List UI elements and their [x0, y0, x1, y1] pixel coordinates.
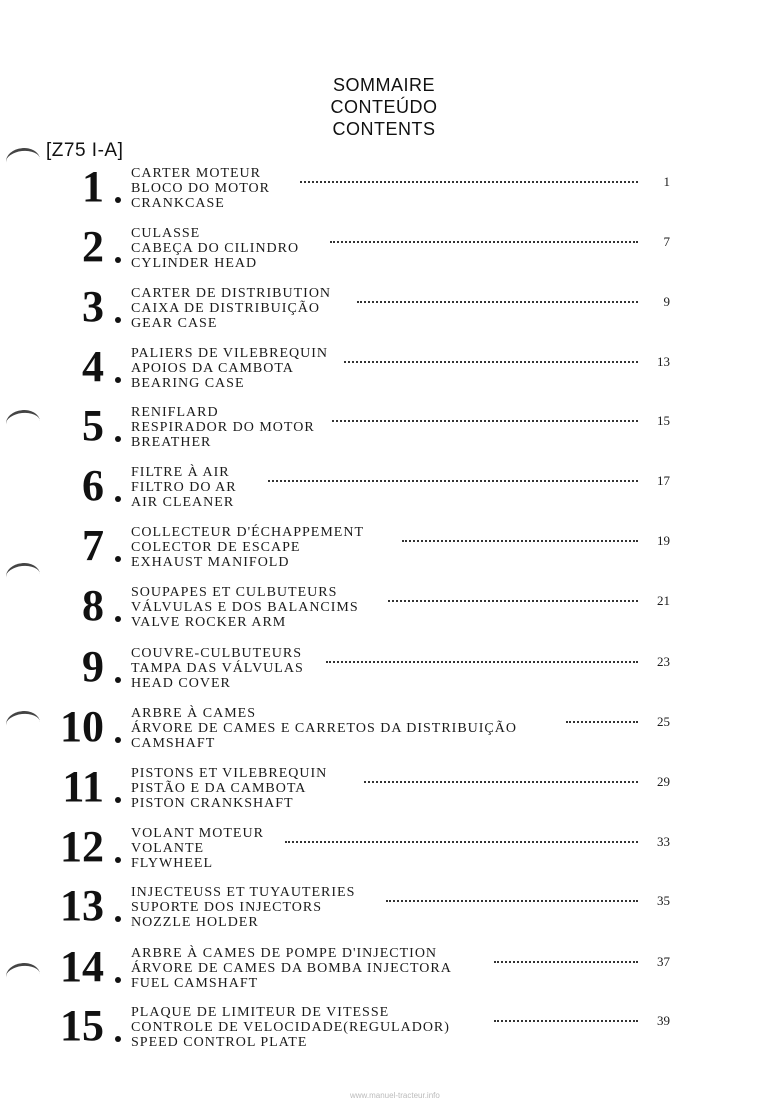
section-number: 7 — [82, 521, 104, 570]
title-french: RENIFLARD — [131, 405, 219, 420]
toc-entry — [0, 342, 780, 406]
section-number: 13 — [60, 881, 104, 930]
title-english: PISTON CRANKSHAFT — [131, 796, 294, 811]
page-number: 13 — [657, 354, 670, 369]
page-number: 37 — [657, 954, 670, 969]
toc-entry — [0, 162, 780, 226]
section-number: 1 — [82, 162, 104, 211]
section-number: 6 — [82, 461, 104, 510]
page-heading — [300, 74, 468, 140]
page-number: 9 — [663, 294, 670, 309]
section-number: 15 — [60, 1001, 104, 1050]
bullet-dot — [115, 1036, 121, 1042]
title-english: CYLINDER HEAD — [131, 256, 258, 271]
title-portuguese: FILTRO DO AR — [131, 480, 237, 495]
heading-portuguese: CONTEÚDO — [330, 97, 438, 117]
page-number: 1 — [663, 174, 670, 189]
section-number: 14 — [60, 942, 104, 991]
bullet-dot — [115, 317, 121, 323]
title-portuguese: PISTÃO E DA CAMBOTA — [131, 781, 307, 796]
title-english: SPEED CONTROL PLATE — [131, 1035, 308, 1050]
dot-leader — [386, 898, 638, 902]
dot-leader — [330, 239, 638, 243]
page-number: 39 — [657, 1013, 670, 1028]
title-french: CARTER MOTEUR — [131, 166, 261, 181]
page-number: 17 — [657, 473, 670, 488]
toc-entry — [0, 461, 780, 525]
section-number: 11 — [62, 762, 104, 811]
dot-leader — [566, 719, 638, 723]
title-french: CULASSE — [131, 226, 201, 241]
bullet-dot — [115, 677, 121, 683]
dot-leader — [494, 1018, 638, 1022]
title-french: VOLANT MOTEUR — [131, 826, 264, 841]
bullet-dot — [115, 737, 121, 743]
title-french: CARTER DE DISTRIBUTION — [131, 286, 332, 301]
section-number: 10 — [60, 702, 104, 751]
bullet-dot — [115, 977, 121, 983]
title-french: FILTRE À AIR — [131, 465, 230, 480]
heading-french: SOMMAIRE — [332, 75, 435, 95]
title-portuguese: ÁRVORE DE CAMES E CARRETOS DA DISTRIBUIÇÃO — [131, 721, 517, 736]
dot-leader — [364, 779, 638, 783]
section-number: 5 — [82, 401, 104, 450]
title-english: NOZZLE HOLDER — [131, 915, 259, 930]
toc-entry — [0, 222, 780, 286]
page-number: 19 — [657, 533, 670, 548]
dot-leader — [332, 418, 638, 422]
model-code: [Z75 I-A] — [46, 140, 124, 161]
toc-entry — [0, 822, 780, 886]
title-portuguese: BLOCO DO MOTOR — [131, 181, 270, 196]
bullet-dot — [115, 436, 121, 442]
toc-entry — [0, 642, 780, 706]
title-english: BEARING CASE — [131, 376, 245, 391]
title-portuguese: APOIOS DA CAMBOTA — [131, 361, 294, 376]
dot-leader — [494, 959, 638, 963]
toc-entry — [0, 401, 780, 465]
bullet-dot — [115, 496, 121, 502]
title-portuguese: CONTROLE DE VELOCIDADE(REGULADOR) — [131, 1020, 450, 1035]
dot-leader — [326, 659, 638, 663]
page-number: 25 — [657, 714, 670, 729]
section-number: 2 — [82, 222, 104, 271]
page-number: 33 — [657, 834, 670, 849]
dot-leader — [402, 538, 638, 542]
title-french: PLAQUE DE LIMITEUR DE VITESSE — [131, 1005, 390, 1020]
bullet-dot — [115, 556, 121, 562]
title-french: PALIERS DE VILEBREQUIN — [131, 346, 329, 361]
dot-leader — [388, 598, 638, 602]
page-number: 23 — [657, 654, 670, 669]
dot-leader — [357, 299, 638, 303]
bullet-dot — [115, 797, 121, 803]
dot-leader — [344, 359, 638, 363]
title-french: PISTONS ET VILEBREQUIN — [131, 766, 328, 781]
dot-leader — [268, 478, 638, 482]
title-english: CRANKCASE — [131, 196, 225, 211]
toc-entry — [0, 881, 780, 945]
bullet-dot — [115, 257, 121, 263]
title-french: ARBRE À CAMES DE POMPE D'INJECTION — [131, 946, 438, 961]
title-french: INJECTEUSS ET TUYAUTERIES — [131, 885, 356, 900]
bullet-dot — [115, 857, 121, 863]
toc-entry — [0, 762, 780, 826]
page-number: 15 — [657, 413, 670, 428]
section-number: 4 — [82, 342, 104, 391]
title-english: FLYWHEEL — [131, 856, 214, 871]
title-portuguese: SUPORTE DOS INJECTORS — [131, 900, 323, 915]
bullet-dot — [115, 616, 121, 622]
title-portuguese: TAMPA DAS VÁLVULAS — [131, 661, 304, 676]
page-number: 29 — [657, 774, 670, 789]
title-french: COUVRE-CULBUTEURS — [131, 646, 303, 661]
title-english: BREATHER — [131, 435, 212, 450]
title-portuguese: RESPIRADOR DO MOTOR — [131, 420, 315, 435]
title-english: FUEL CAMSHAFT — [131, 976, 259, 991]
page-number: 7 — [663, 234, 670, 249]
dot-leader — [300, 179, 638, 183]
title-portuguese: CABEÇA DO CILINDRO — [131, 241, 300, 256]
toc-entry — [0, 581, 780, 645]
page-number: 21 — [657, 593, 670, 608]
title-portuguese: CAIXA DE DISTRIBUIÇÃO — [131, 301, 320, 316]
section-number: 12 — [60, 822, 104, 871]
toc-entry — [0, 282, 780, 346]
heading-english: CONTENTS — [332, 119, 436, 139]
title-french: SOUPAPES ET CULBUTEURS — [131, 585, 338, 600]
title-french: COLLECTEUR D'ÉCHAPPEMENT — [131, 525, 365, 540]
title-portuguese: VÁLVULAS E DOS BALANCIMS — [131, 600, 359, 615]
bullet-dot — [115, 916, 121, 922]
title-portuguese: ÁRVORE DE CAMES DA BOMBA INJECTORA — [131, 961, 452, 976]
title-english: HEAD COVER — [131, 676, 231, 691]
bullet-dot — [115, 197, 121, 203]
bullet-dot — [115, 377, 121, 383]
section-number: 8 — [82, 581, 104, 630]
toc-entry — [0, 521, 780, 585]
title-portuguese: VOLANTE — [131, 841, 205, 856]
toc-entry — [0, 1001, 780, 1065]
title-portuguese: COLECTOR DE ESCAPE — [131, 540, 301, 555]
section-number: 9 — [82, 642, 104, 691]
title-english: VALVE ROCKER ARM — [131, 615, 287, 630]
section-number: 3 — [82, 282, 104, 331]
dot-leader — [285, 839, 638, 843]
toc-entry — [0, 702, 780, 766]
page-number: 35 — [657, 893, 670, 908]
title-english: GEAR CASE — [131, 316, 218, 331]
title-english: AIR CLEANER — [131, 495, 235, 510]
title-english: CAMSHAFT — [131, 736, 216, 751]
site-watermark: www.manuel-tracteur.info — [350, 1091, 440, 1100]
toc-entry — [0, 942, 780, 1006]
title-french: ARBRE À CAMES — [131, 706, 257, 721]
title-english: EXHAUST MANIFOLD — [131, 555, 290, 570]
